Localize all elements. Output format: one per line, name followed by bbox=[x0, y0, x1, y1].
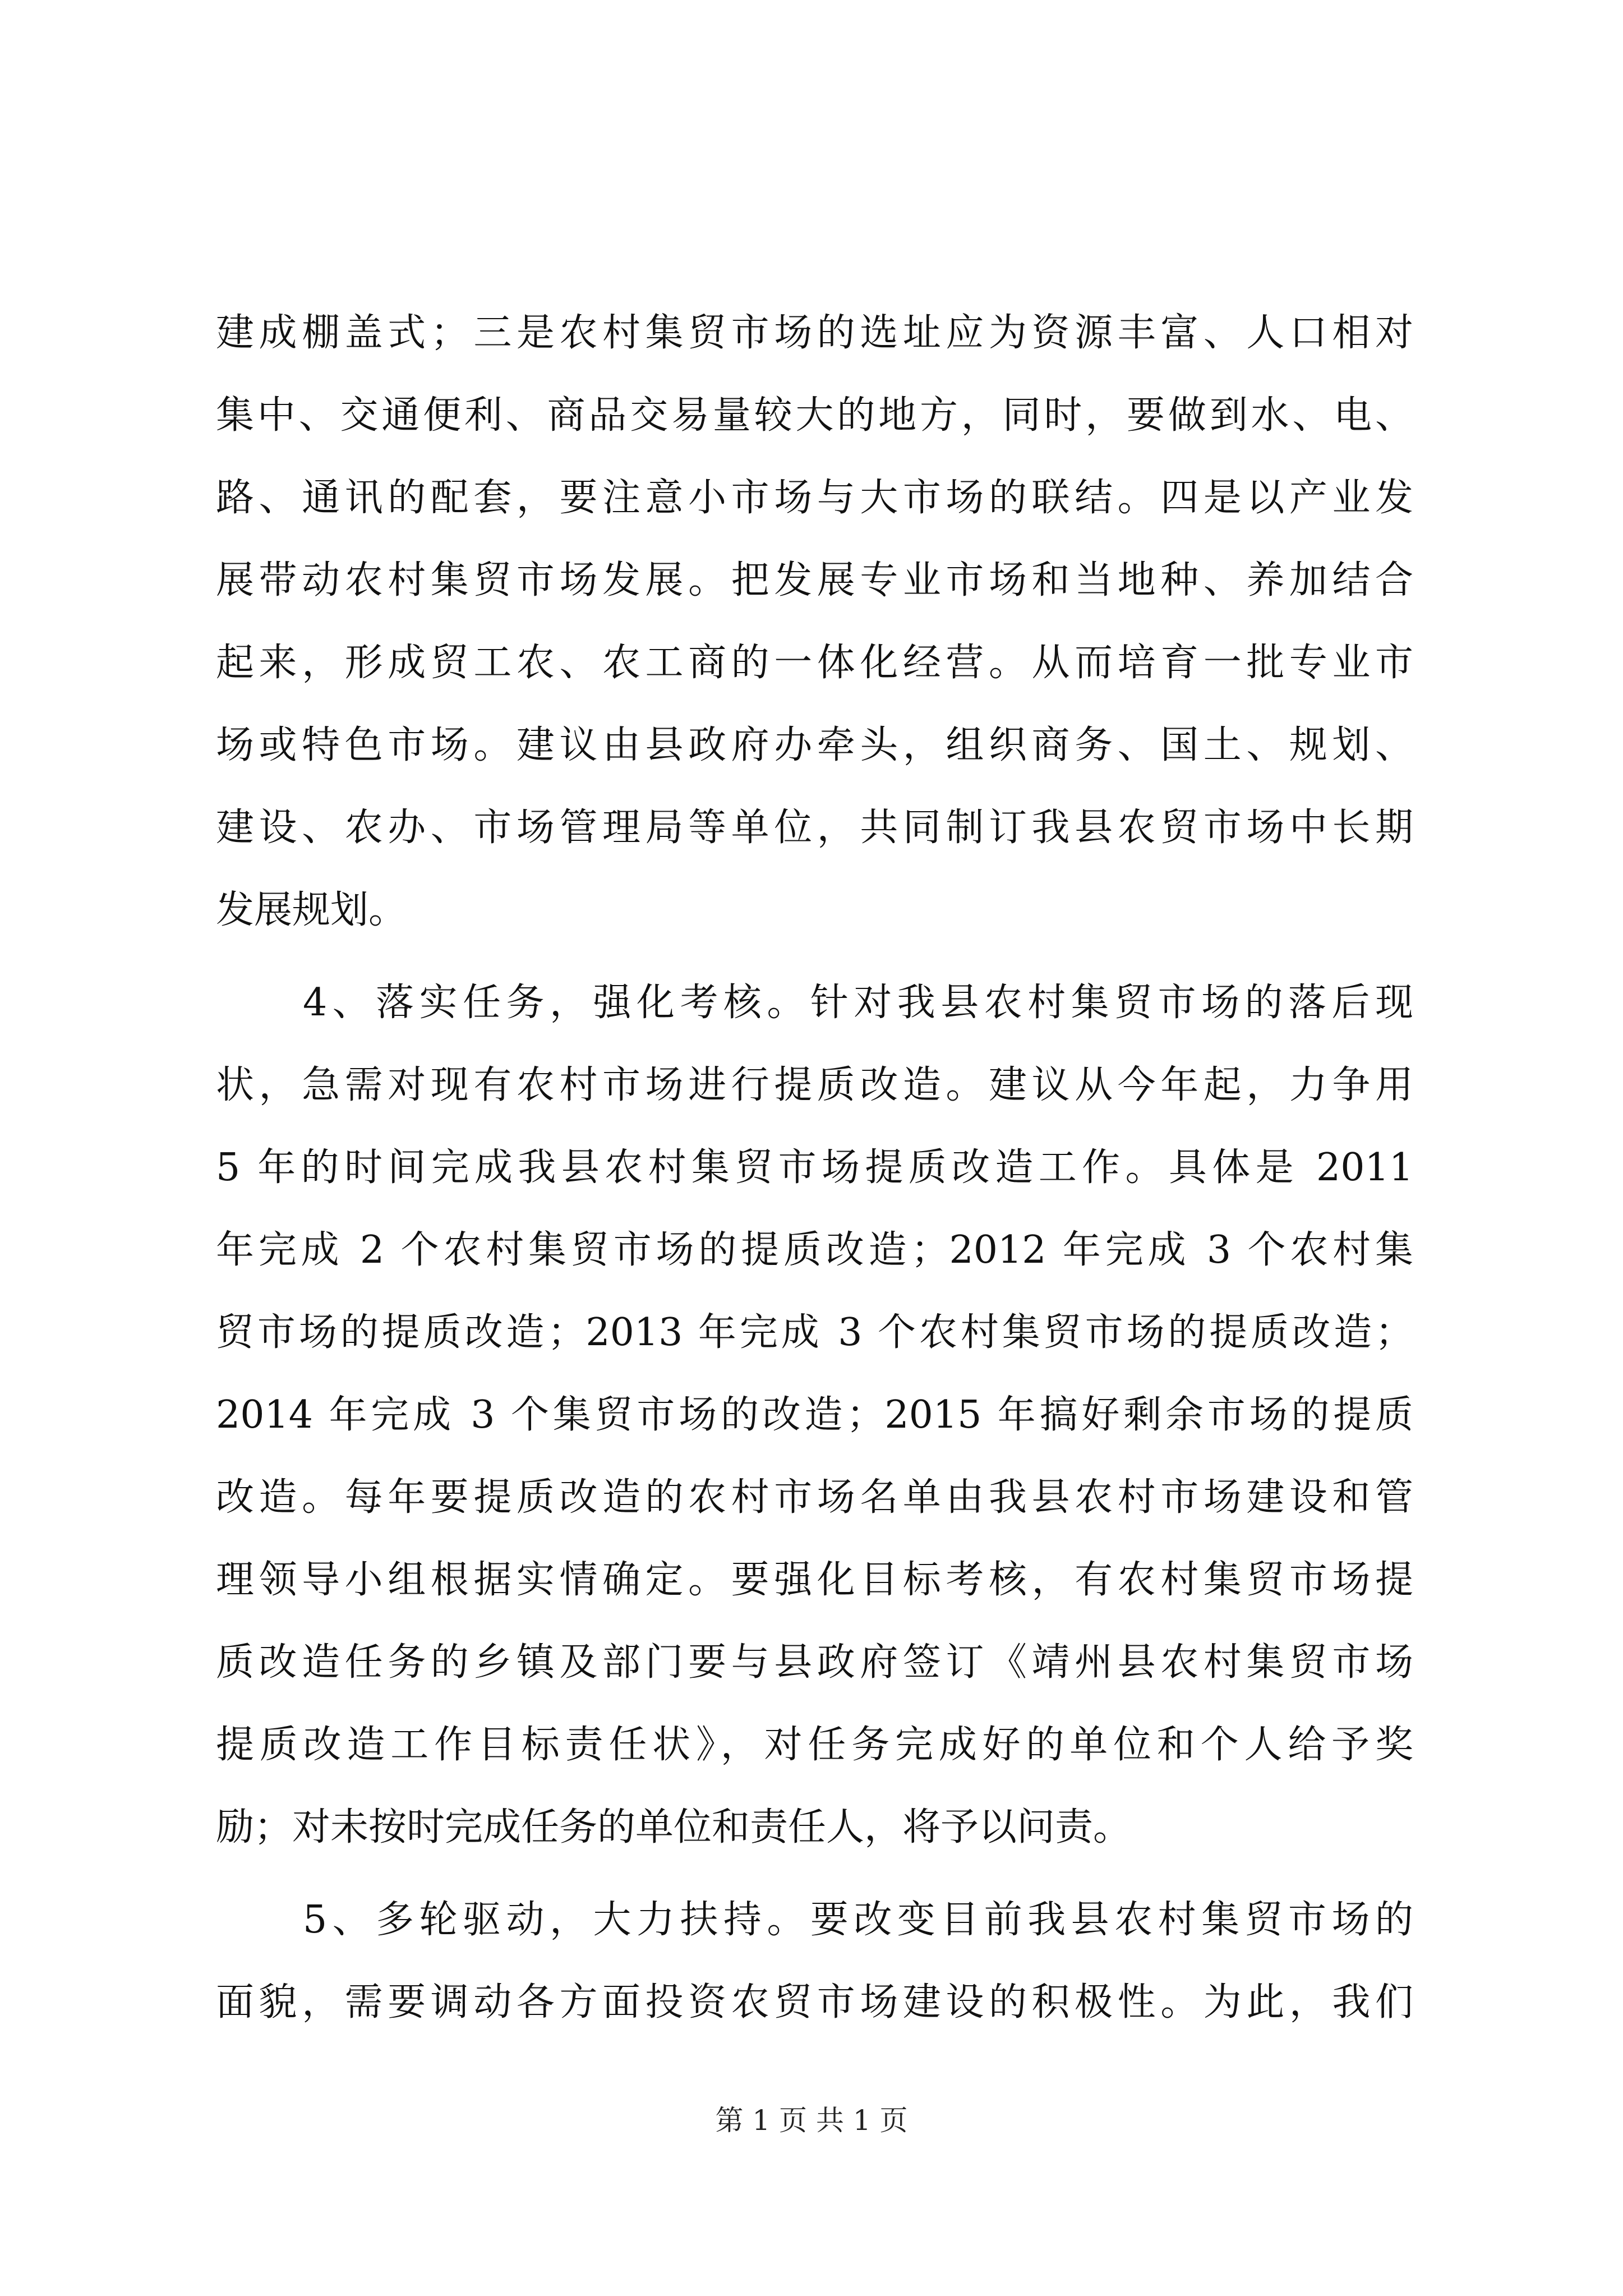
text-line: 建成棚盖式；三是农村集贸市场的选址应为资源丰富、人口相对 bbox=[216, 311, 1413, 355]
text-line: 起来，形成贸工农、农工商的一体化经营。从而培育一批专业市 bbox=[216, 641, 1413, 685]
text-line: 场或特色市场。建议由县政府办牵头，组织商务、国土、规划、 bbox=[216, 723, 1413, 767]
text-line: 理领导小组根据实情确定。要强化目标考核，有农村集贸市场提 bbox=[216, 1558, 1413, 1602]
text-line: 贸市场的提质改造；2013 年完成 3 个农村集贸市场的提质改造； bbox=[216, 1310, 1413, 1355]
paragraph-spacer bbox=[216, 951, 1413, 961]
text-line: 集中、交通便利、商品交易量较大的地方，同时，要做到水、电、 bbox=[216, 393, 1413, 438]
text-line: 励；对未按时完成任务的单位和责任人，将予以问责。 bbox=[216, 1805, 1132, 1849]
text-line: 5、多轮驱动，大力扶持。要改变目前我县农村集贸市场的 bbox=[216, 1898, 1413, 1942]
text-line: 提质改造工作目标责任状》，对任务完成好的单位和个人给予奖 bbox=[216, 1723, 1413, 1767]
text-line: 面貌，需要调动各方面投资农贸市场建设的积极性。为此，我们 bbox=[216, 1980, 1413, 2024]
text-line: 改造。每年要提质改造的农村市场名单由我县农村市场建设和管 bbox=[216, 1475, 1413, 1520]
text-line: 展带动农村集贸市场发展。把发展专业市场和当地种、养加结合 bbox=[216, 558, 1413, 602]
document-body bbox=[216, 292, 1413, 2044]
text-line: 5 年的时间完成我县农村集贸市场提质改造工作。具体是 2011 bbox=[216, 1145, 1413, 1190]
text-line: 质改造任务的乡镇及部门要与县政府签订《靖州县农村集贸市场 bbox=[216, 1640, 1413, 1685]
text-line: 路、通讯的配套，要注意小市场与大市场的联结。四是以产业发 bbox=[216, 476, 1413, 520]
text-line: 发展规划。 bbox=[216, 888, 407, 932]
paragraph-2 bbox=[216, 961, 1413, 1869]
text-line: 4、落实任务，强化考核。针对我县农村集贸市场的落后现 bbox=[216, 981, 1413, 1025]
paragraph-3 bbox=[216, 1879, 1413, 2044]
paragraph-1 bbox=[216, 292, 1413, 951]
text-line: 建设、农办、市场管理局等单位，共同制订我县农贸市场中长期 bbox=[216, 806, 1413, 850]
page-footer: 第 1 页 共 1 页 bbox=[715, 2104, 908, 2137]
text-line: 2014 年完成 3 个集贸市场的改造；2015 年搞好剩余市场的提质 bbox=[216, 1393, 1413, 1437]
paragraph-spacer bbox=[216, 1869, 1413, 1879]
text-line: 状，急需对现有农村市场进行提质改造。建议从今年起，力争用 bbox=[216, 1063, 1413, 1107]
text-line: 年完成 2 个农村集贸市场的提质改造；2012 年完成 3 个农村集 bbox=[216, 1228, 1413, 1272]
